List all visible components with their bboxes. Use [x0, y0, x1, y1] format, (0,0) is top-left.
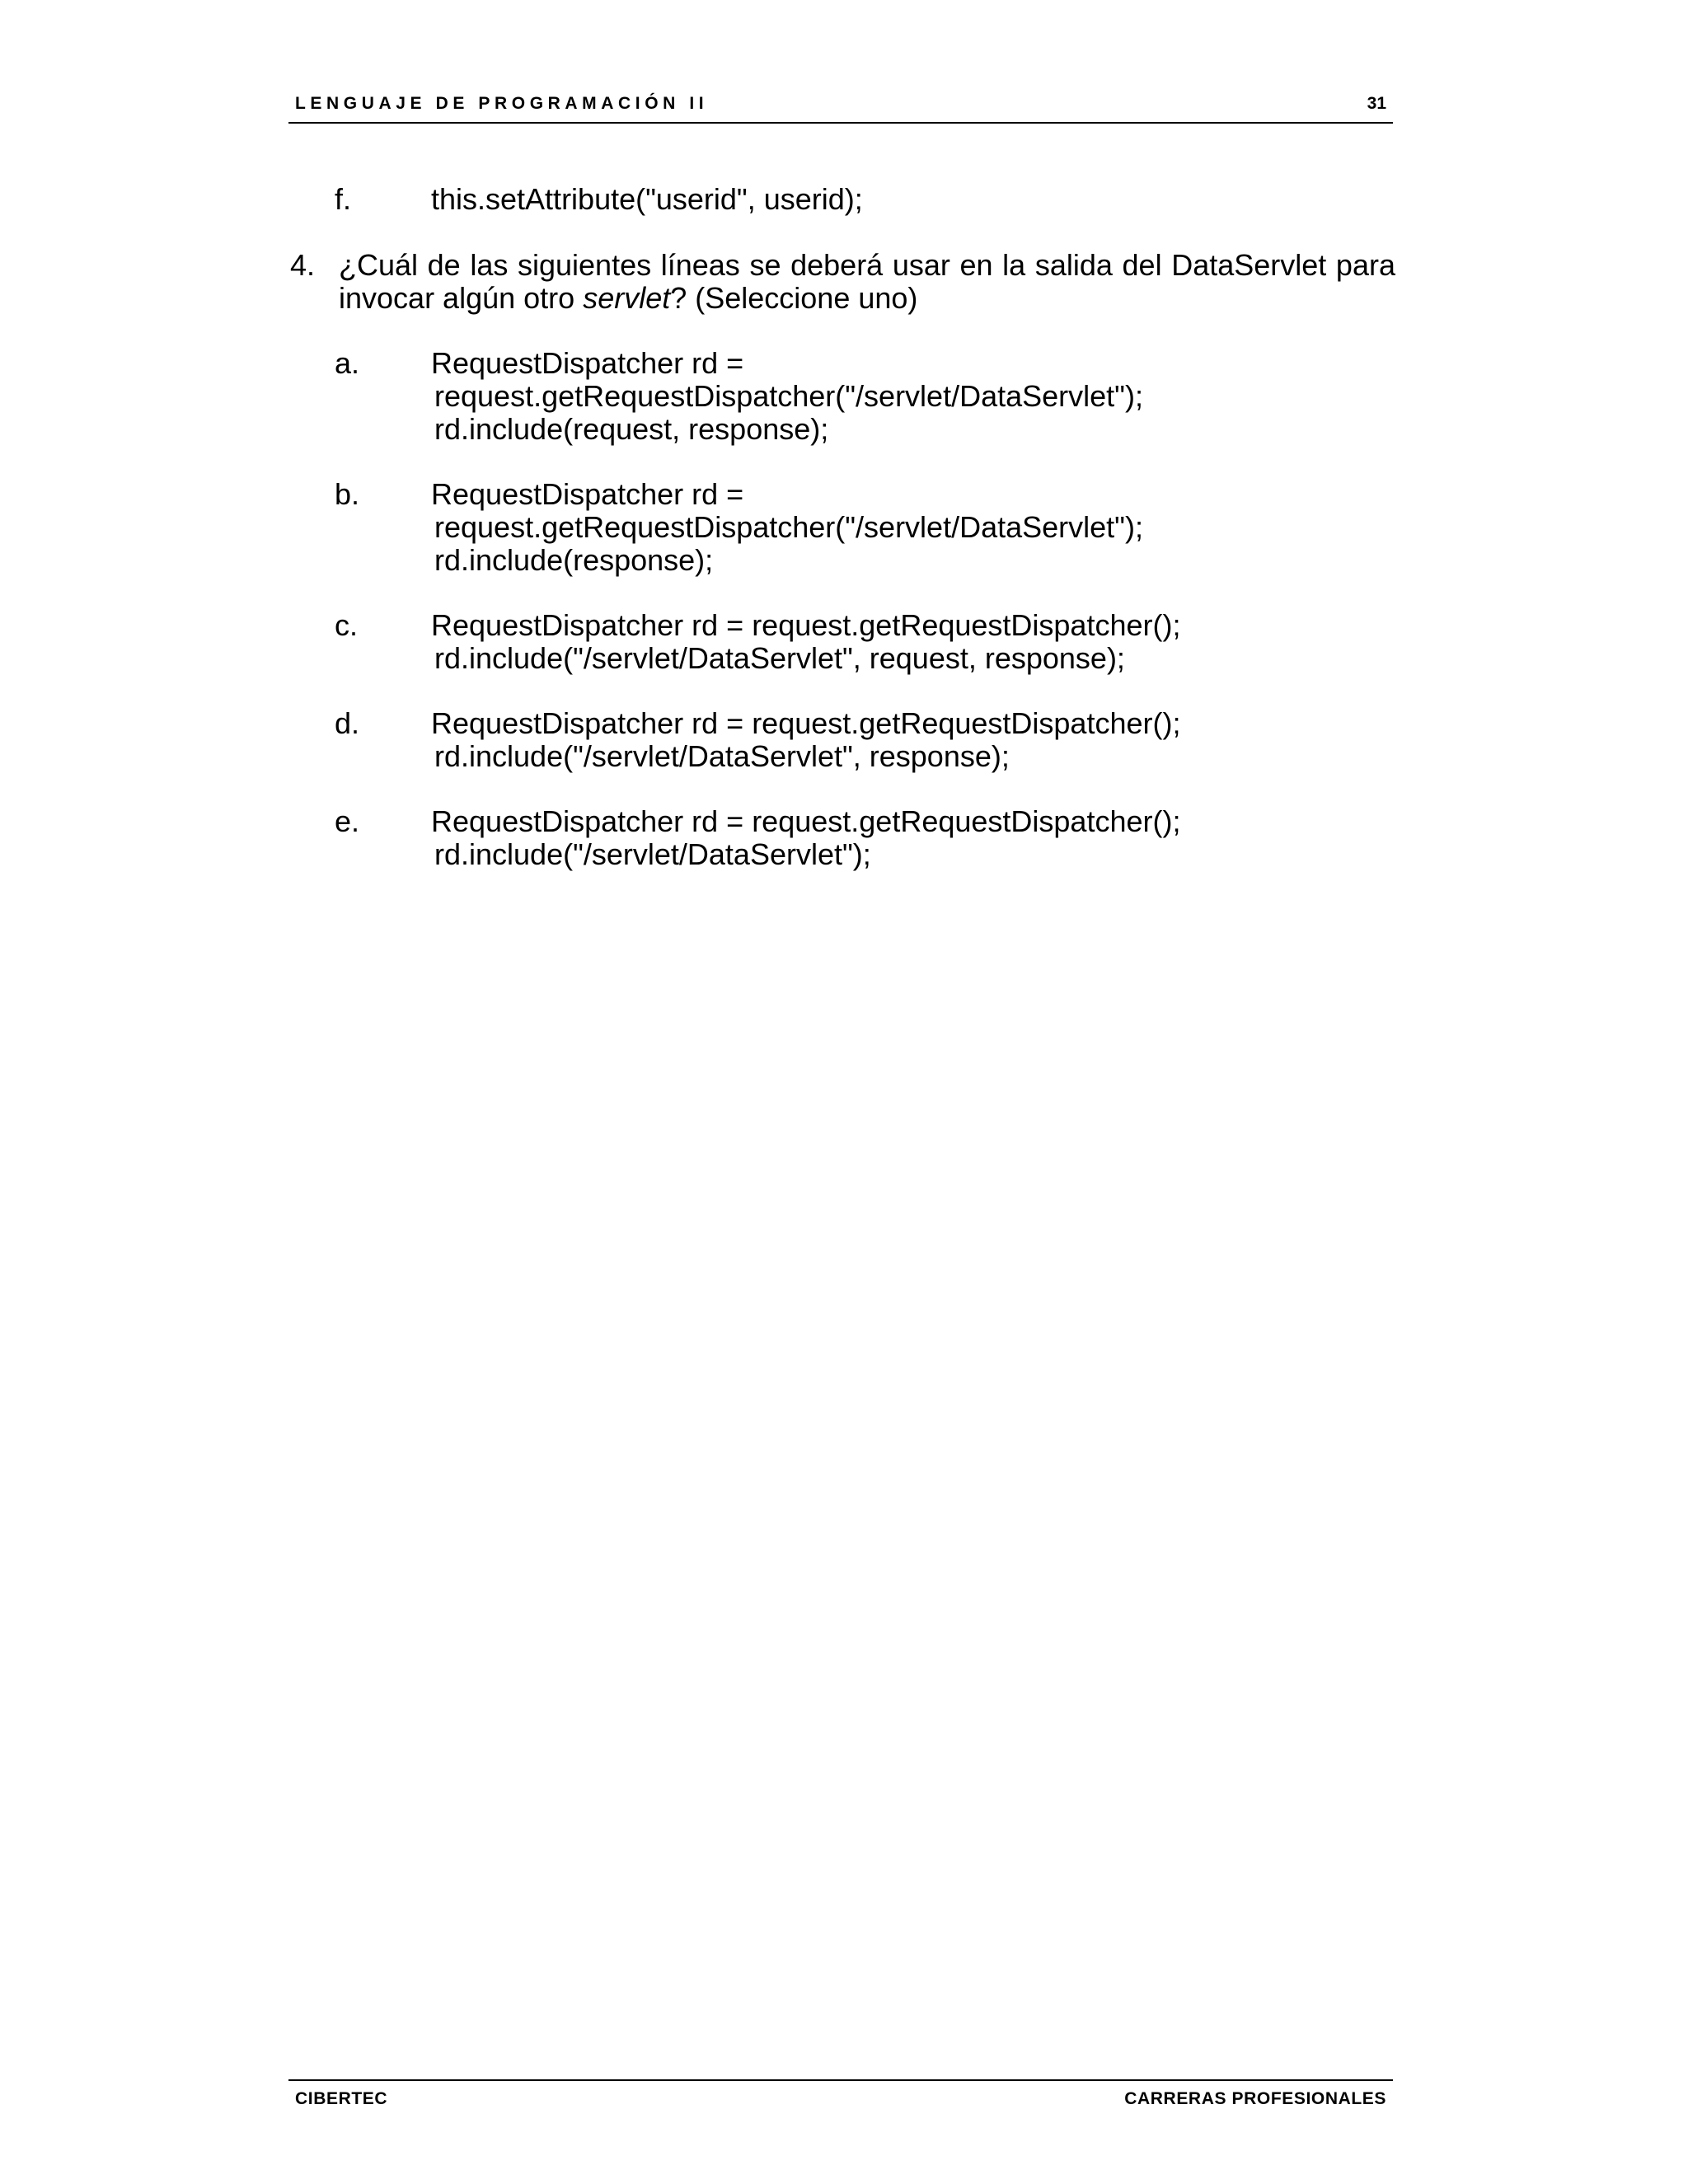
footer-program: CARRERAS PROFESIONALES: [1124, 2089, 1386, 2108]
option-code-line: rd.include(request, response);: [434, 412, 829, 446]
page-footer: [288, 2079, 1393, 2114]
option-label: d.: [335, 706, 360, 740]
option-code-line: request.getRequestDispatcher("/servlet/DataServlet");: [434, 379, 1143, 413]
option-code-line: RequestDispatcher rd = request.getRequestDispatcher();: [431, 804, 1181, 838]
page-number: 31: [1367, 94, 1386, 113]
option-label: c.: [335, 608, 359, 642]
option-label: a.: [335, 346, 360, 380]
servlet-italic: servlet: [583, 281, 671, 315]
option-code-line: rd.include(response);: [434, 543, 714, 577]
option-code-line: this.setAttribute("userid", userid);: [431, 182, 863, 216]
option-code-line: RequestDispatcher rd = request.getRequestDispatcher();: [431, 706, 1181, 740]
question-line-2: invocar algún otro servlet? (Seleccione uno): [339, 281, 918, 315]
option-code-line: RequestDispatcher rd =: [431, 346, 744, 380]
option-code-line: rd.include("/servlet/DataServlet");: [434, 837, 871, 871]
option-label: b.: [335, 477, 360, 511]
question-text: [339, 249, 1395, 315]
option-code-line: rd.include("/servlet/DataServlet", request, response);: [434, 641, 1125, 675]
option-code-line: request.getRequestDispatcher("/servlet/DataServlet");: [434, 510, 1143, 544]
option-label: f.: [335, 182, 352, 216]
footer-institution: CIBERTEC: [295, 2089, 388, 2108]
option-code-line: RequestDispatcher rd =: [431, 477, 744, 511]
option-code-line: rd.include("/servlet/DataServlet", response);: [434, 739, 1010, 773]
page-header: [288, 89, 1393, 124]
question-line-1: ¿Cuál de las siguientes líneas se deberá usar en la salida del DataServlet para: [339, 248, 1395, 282]
option-code-line: RequestDispatcher rd = request.getRequestDispatcher();: [431, 608, 1181, 642]
option-label: e.: [335, 804, 360, 838]
question-number: 4.: [290, 248, 316, 282]
header-title: LENGUAJE DE PROGRAMACIÓN II: [295, 94, 709, 113]
